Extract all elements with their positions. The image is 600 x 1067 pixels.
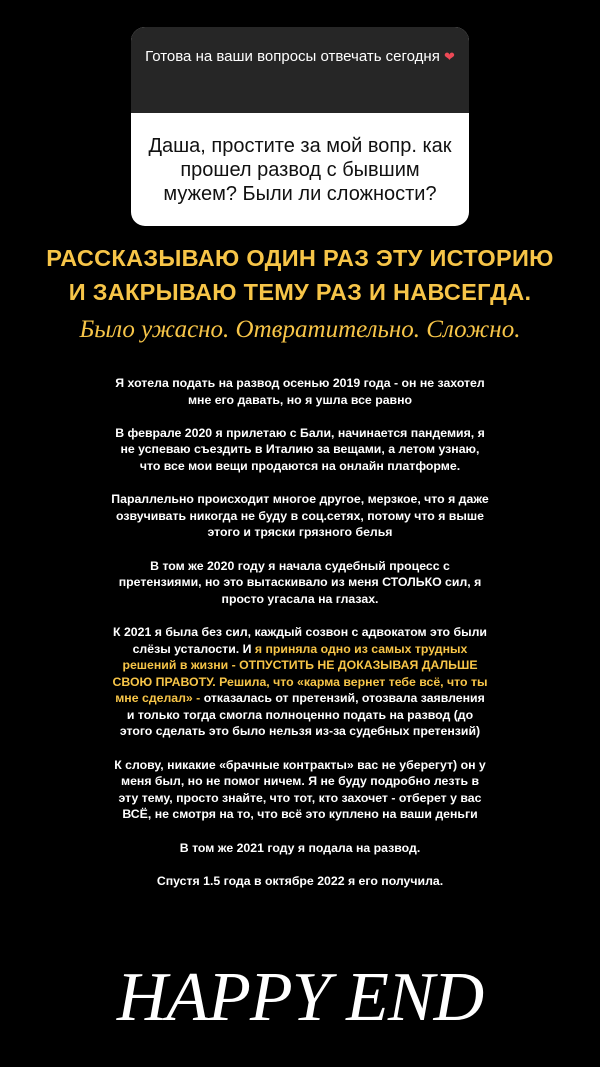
headline-line-1: РАССКАЗЫВАЮ ОДИН РАЗ ЭТУ ИСТОРИЮ [46,245,554,271]
story-paragraph-5-highlight: я приняла одно из самых трудных решений в жизни - ОТПУСТИТЬ НЕ ДОКАЗЫВАЯ ДАЛЬШЕ СВОЮ ПРАВОТУ. Решила, что «карма вернет тебе всё, что ты мне сделал» - [112,641,488,706]
story-paragraph-5-end: отказалась от претензий, отозвала заявления и только тогда смогла полноценно подать на развод (до этого сделать это было нельзя из-за судебных претензий) [119,691,485,739]
story-paragraph-8: Спустя 1.5 года в октябре 2022 я его получила. [156,873,444,888]
story-paragraph-5 [110,624,490,740]
story-paragraph-5-start: К 2021 я была без сил, каждый созвон с адвокатом это были слёзы усталости. И [113,624,487,656]
question-prompt-text: Готова на ваши вопросы отвечать сегодня [145,48,440,65]
question-sticker[interactable] [131,27,469,226]
story-paragraph-1: Я хотела подать на развод осенью 2019 года - он не захотел мне его давать, но я ушла все равно [115,376,485,407]
story-paragraph-6: К слову, никакие «брачные контракты» вас не уберегут) он у меня был, но не помог ничем. Я не буду подробно лезть в эту тему, просто знайте, что тот, кто захочет - отберет у вас ВСЁ, не смотря на то, что всё это куплено на ваши деньги [114,757,486,822]
story-text [110,375,490,906]
story-paragraph-3: Параллельно происходит многое другое, мерзкое, что я даже озвучивать никогда не буду в соц.сетях, потому что я выше этого и тряски грязного белья [111,492,489,540]
closing-title: HAPPY END [116,959,484,1036]
headline-line-2: И ЗАКРЫВАЮ ТЕМУ РАЗ И НАВСЕГДА. [68,279,532,305]
question-sticker-header [131,27,469,113]
story-paragraph-7: В том же 2021 году я подала на развод. [179,840,421,855]
subtitle: Было ужасно. Отвратительно. Сложно. [79,316,521,343]
question-text: Даша, простите за мой вопр. как прошел развод с бывшим мужем? Были ли сложности? [148,135,452,205]
story-paragraph-4: В том же 2020 году я начала судебный процесс с претензиями, но это вытаскивало из меня СТОЛЬКО сил, я просто угасала на глазах. [118,558,482,606]
heart-icon: ❤ [444,49,455,64]
headline [0,241,600,309]
story-paragraph-2: В феврале 2020 я прилетаю с Бали, начинается пандемия, я не успеваю съездить в Италию за вещами, а летом узнаю, что все мои вещи продаются на онлайн платформе. [115,425,485,473]
